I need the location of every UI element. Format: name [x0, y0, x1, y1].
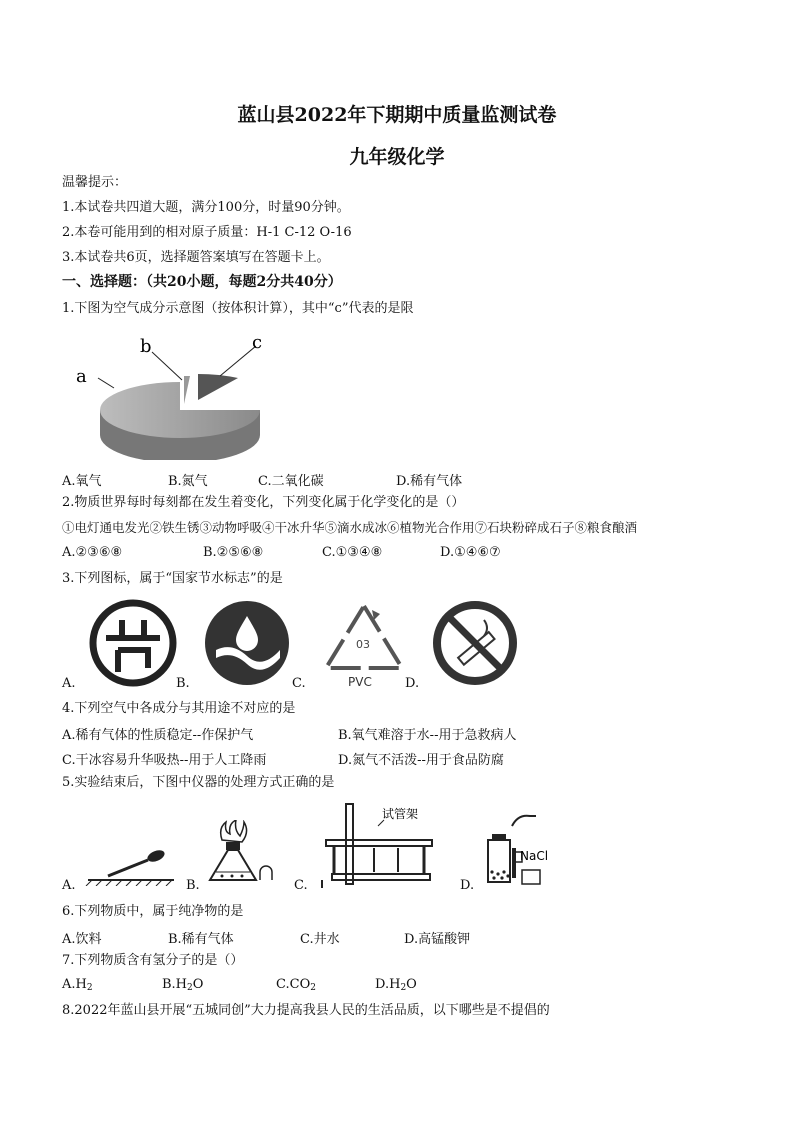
section-heading: 一、选择题：（共20小题，每题2分共40分）: [62, 274, 342, 290]
alcohol-lamp-figure: [200, 820, 280, 890]
exam-subtitle: 九年级化学: [349, 146, 445, 168]
pie-slice-c: [198, 374, 238, 400]
q3-option-c: C.: [292, 676, 306, 691]
tip-1: 1.本试卷共四道大题，满分100分，时量90分钟。: [62, 200, 350, 215]
q5-option-a: A.: [62, 878, 76, 893]
q3-stem: 3.下列图标，属于“国家节水标志”的是: [62, 571, 283, 586]
q6-stem: 6.下列物质中，属于纯净物的是: [62, 904, 244, 919]
label-b-leader: [152, 352, 182, 380]
q1-option-a: A.氧气: [62, 474, 102, 489]
q1-option-b: B.氮气: [168, 474, 208, 489]
q2-option-a: A.②③⑥⑧: [62, 545, 123, 560]
q3-option-a: A.: [62, 676, 76, 691]
water-saving-logo-icon: [202, 598, 292, 688]
q7-option-c: $C.CO_2$: [276, 977, 316, 993]
q3-option-b: B.: [176, 676, 190, 691]
pie-label-c: c: [252, 332, 263, 353]
no-smoking-icon: [430, 598, 520, 688]
q5-option-c: C.: [294, 878, 308, 893]
q1-option-d: D.稀有气体: [396, 474, 463, 489]
recycle-label: PVC: [348, 675, 372, 689]
q3-option-d: D.: [405, 676, 420, 691]
reagent-bottle-figure: [478, 812, 558, 892]
pie-label-a: a: [76, 366, 87, 387]
q7-option-d: $D.H_2O$: [375, 977, 417, 993]
q1-stem: 1.下图为空气成分示意图（按体积计算），其中“c”代表的是限: [62, 301, 414, 316]
q4-option-b: B.氧气难溶于水--用于急救病人: [338, 728, 517, 743]
recycle-code: 03: [356, 638, 370, 651]
tips-heading: 温馨提示：: [62, 175, 128, 190]
q4-stem: 4.下列空气中各成分与其用途不对应的是: [62, 701, 296, 716]
tip-3: 3.本试卷共6页，选择题答案填写在答题卡上。: [62, 250, 330, 265]
rack-label: 试管架: [382, 807, 419, 821]
q7-stem: 7.下列物质含有氢分子的是（）: [62, 953, 244, 968]
q2-option-c: C.①③④⑧: [322, 545, 383, 560]
energy-saving-logo-icon: [88, 598, 178, 688]
dropper-on-table-figure: [78, 830, 178, 886]
q4-option-a: A.稀有气体的性质稳定--作保护气: [62, 728, 254, 743]
test-tube-rack-figure: [318, 800, 442, 890]
pie-label-b: b: [140, 336, 152, 357]
q5-option-d: D.: [460, 878, 475, 893]
q7-option-b: $B.H_2O$: [162, 977, 204, 993]
q4-option-c: C.干冰容易升华吸热--用于人工降雨: [62, 753, 267, 768]
pie-slice-a: [100, 382, 260, 438]
q2-items: ①电灯通电发光②铁生锈③动物呼吸④干冰升华⑤滴水成冰⑥植物光合作用⑦石块粉碎成石子⑧粮食酿酒: [62, 520, 638, 535]
exam-title: 蓝山县2022年下期期中质量监测试卷: [237, 104, 557, 126]
bottle-label: NaCl: [520, 849, 549, 863]
q2-stem: 2.物质世界每时每刻都在发生着变化，下列变化属于化学变化的是（）: [62, 495, 465, 510]
q2-option-d: D.①④⑥⑦: [440, 545, 501, 560]
q2-option-b: B.②⑤⑥⑧: [203, 545, 264, 560]
pie-slice-b: [184, 376, 190, 404]
q1-option-c: C.二氧化碳: [258, 474, 324, 489]
pie-chart-figure: [70, 330, 290, 460]
q6-option-d: D.高锰酸钾: [404, 932, 471, 947]
q5-option-b: B.: [186, 878, 200, 893]
q7-option-a: $A.H_2$: [62, 977, 93, 993]
q4-option-d: D.氮气不活泼--用于食品防腐: [338, 753, 504, 768]
recycle-pvc-icon: [316, 598, 412, 690]
q6-option-b: B.稀有气体: [168, 932, 234, 947]
q6-option-a: A.饮料: [62, 932, 102, 947]
tip-2: 2.本卷可能用到的相对原子质量：H-1 C-12 O-16: [62, 225, 352, 240]
q6-option-c: C.井水: [300, 932, 340, 947]
label-c-leader: [220, 346, 256, 376]
q8-stem: 8.2022年蓝山县开展“五城同创”大力提高我县人民的生活品质，以下哪些是不提倡的: [62, 1003, 550, 1018]
q5-stem: 5.实验结束后，下图中仪器的处理方式正确的是: [62, 775, 335, 790]
label-a-leader: [98, 378, 114, 388]
